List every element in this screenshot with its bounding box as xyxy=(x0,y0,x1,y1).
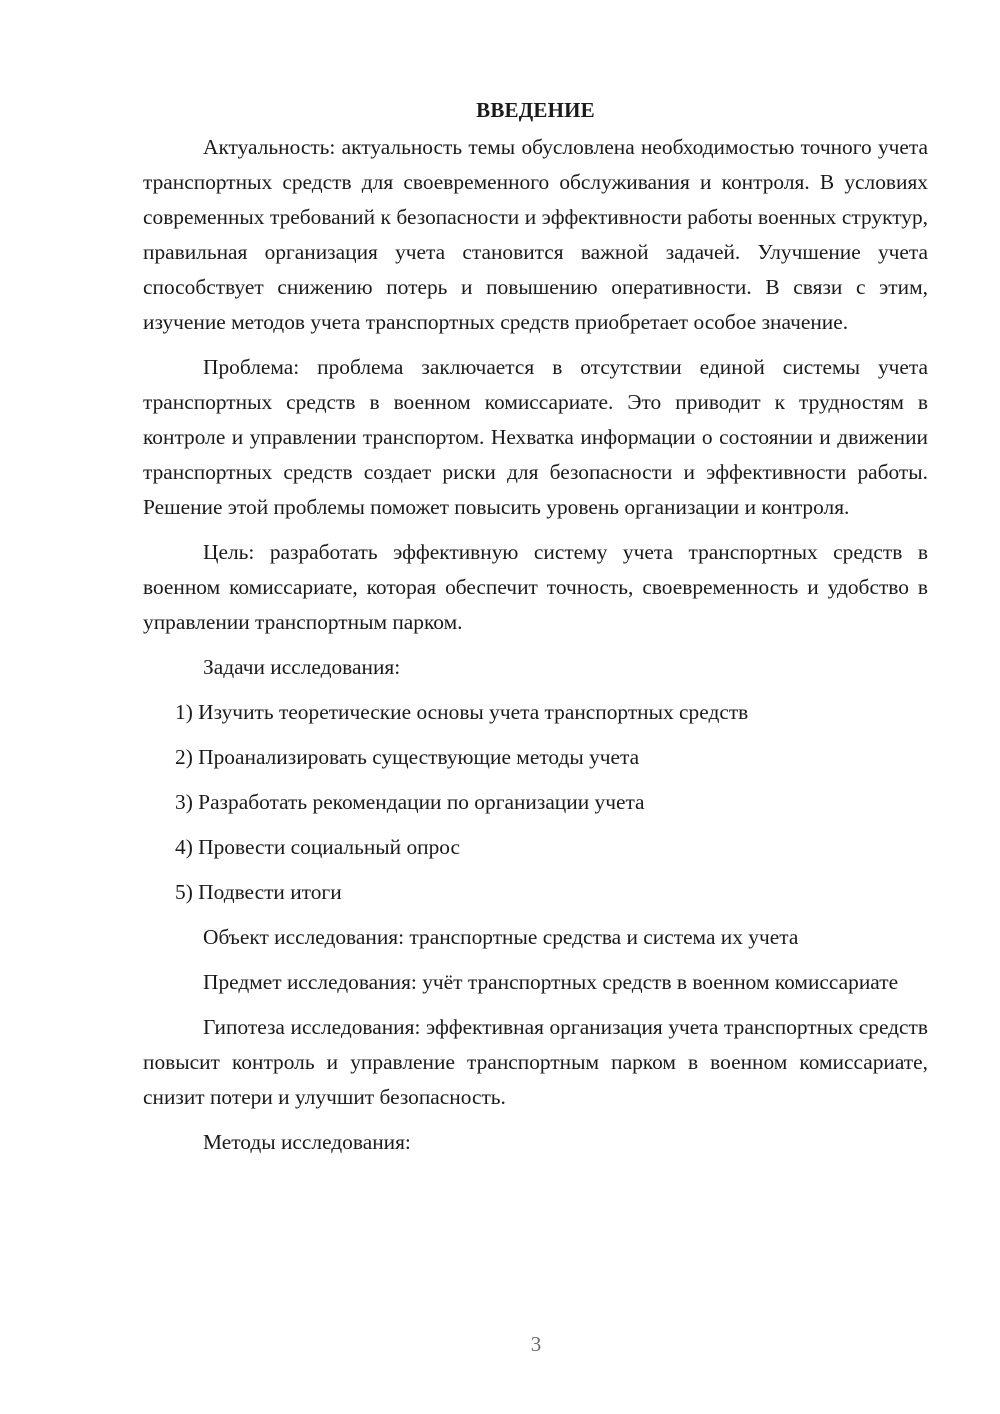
relevance-paragraph: Актуальность: актуальность темы обусловлена необходимостью точного учета транспортных средств для своевременного обслуживания и контроля. В условиях современных требований к безопасности и эффективности работы военных структур, правильная организация учета становится важной задачей. Улучшение учета способствует снижению потерь и повышению оперативности. В связи с этим, изучение методов учета транспортных средств приобретает особое значение. xyxy=(143,135,928,334)
list-item: 4) Провести социальный опрос xyxy=(175,835,461,859)
list-item: 1) Изучить теоретические основы учета транспортных средств xyxy=(175,700,749,724)
object-paragraph: Объект исследования: транспортные средства и система их учета xyxy=(203,925,799,949)
tasks-heading: Задачи исследования: xyxy=(203,655,401,679)
page-title: ВВЕДЕНИЕ xyxy=(476,98,595,122)
methods-paragraph: Методы исследования: xyxy=(203,1130,411,1154)
list-item: 2) Проанализировать существующие методы учета xyxy=(175,745,640,769)
list-item: 3) Разработать рекомендации по организации учета xyxy=(175,790,645,814)
tasks-list xyxy=(143,695,928,910)
subject-paragraph: Предмет исследования: учёт транспортных средств в военном комиссариате xyxy=(203,970,899,994)
list-item: 5) Подвести итоги xyxy=(175,880,342,904)
problem-paragraph: Проблема: проблема заключается в отсутствии единой системы учета транспортных средств в военном комиссариате. Это приводит к трудностям в контроле и управлении транспортом. Нехватка информации о состоянии и движении транспортных средств создает риски для безопасности и эффективности работы. Решение этой проблемы поможет повысить уровень организации и контроля. xyxy=(143,355,928,519)
document-page xyxy=(143,96,928,1170)
goal-paragraph: Цель: разработать эффективную систему учета транспортных средств в военном комиссариате, которая обеспечит точность, своевременность и удобство в управлении транспортным парком. xyxy=(143,540,928,634)
page-number: 3 xyxy=(530,1332,542,1356)
hypothesis-paragraph: Гипотеза исследования: эффективная организация учета транспортных средств повысит контроль и управление транспортным парком в военном комиссариате, снизит потери и улучшит безопасность. xyxy=(143,1015,928,1109)
